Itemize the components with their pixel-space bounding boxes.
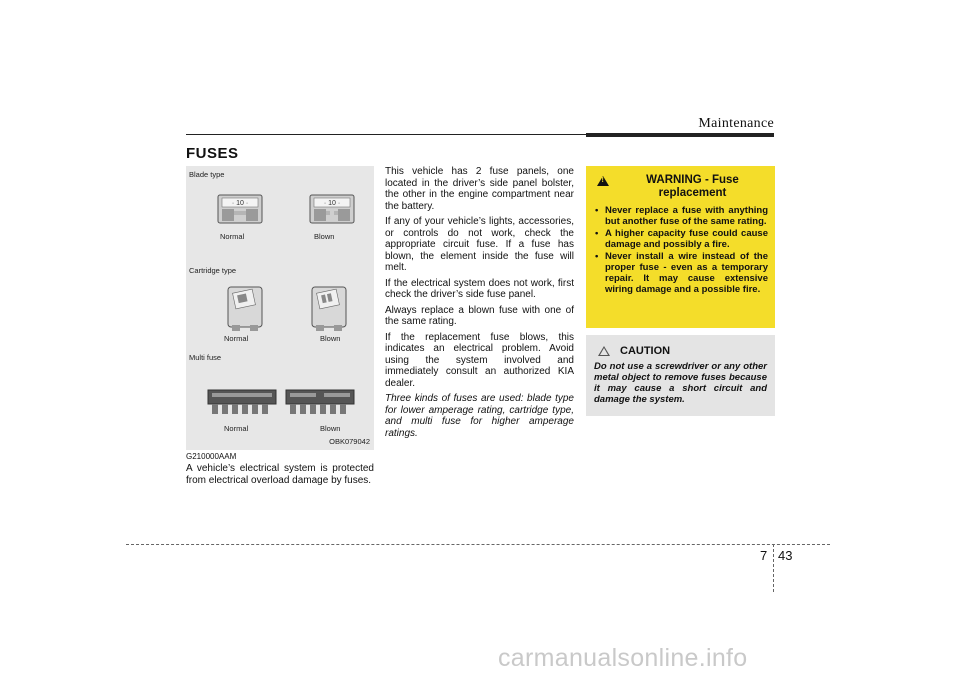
svg-text:· 10 ·: · 10 · [231, 200, 249, 207]
paragraph: Three kinds of fuses are used: blade type for lower amperage rating, cartridge type, and multi fuse for higher amperage ratings. [385, 393, 574, 439]
fuse-figure [186, 166, 374, 450]
multi-fuse-normal-image [206, 386, 278, 418]
blade-normal-label: Normal [220, 232, 245, 241]
watermark: carmanualsonline.info [498, 644, 748, 672]
multi-normal-label: Normal [224, 424, 249, 433]
page-number: 43 [778, 548, 793, 563]
warning-box [586, 166, 775, 328]
paragraph: If any of your vehicle’s lights, accessories, or controls do not work, check the appropriate circuit fuse. If a fuse has blown, the element inside the fuse will melt. [385, 216, 574, 273]
caution-icon [598, 346, 610, 356]
multi-fuse-blown-image [284, 386, 356, 418]
cartridge-fuse-normal-image [224, 281, 266, 333]
multi-fuse-label: Multi fuse [189, 353, 222, 362]
svg-text:· 10 ·: · 10 · [323, 200, 341, 207]
warning-title [593, 174, 768, 200]
cartridge-fuse-blown-image [308, 281, 350, 333]
cartridge-blown-label: Blown [320, 334, 341, 343]
caution-text: Do not use a screwdriver or any other metal object to remove fuses because it may cause a short circuit and damage the system. [594, 361, 767, 405]
blade-blown-label: Blown [314, 232, 335, 241]
section-title: Maintenance [698, 116, 774, 131]
figure-code: OBK079042 [329, 437, 370, 446]
blade-type-label: Blade type [189, 170, 225, 179]
paragraph: If the replacement fuse blows, this indicates an electrical problem. Avoid using the system involved and immediately consult an authorized KIA dealer. [385, 331, 574, 389]
warning-list [593, 205, 768, 295]
blade-fuse-blown-image [306, 193, 358, 225]
caution-box [586, 335, 775, 416]
list-item: • A higher capacity fuse could cause damage and possibly a fire. [593, 228, 768, 250]
list-item: • Never install a wire instead of the proper fuse - even as a temporary repair. It may cause extensive wiring damage and a possible fire. [593, 251, 768, 295]
body-column [385, 166, 574, 443]
warning-icon [597, 176, 609, 186]
paragraph: If the electrical system does not work, first check the driver’s side fuse panel. [385, 277, 574, 300]
cartridge-type-label: Cartridge type [189, 266, 237, 275]
paragraph: This vehicle has 2 fuse panels, one located in the driver’s side panel bolster, the other in the engine compartment near the battery. [385, 166, 574, 212]
caution-title-text: CAUTION [620, 345, 671, 357]
paragraph: Always replace a blown fuse with one of the same rating. [385, 304, 574, 327]
page-heading: FUSES [186, 145, 239, 162]
chapter-number: 7 [760, 548, 768, 563]
warning-title-text: WARNING - Fuse replacement [646, 174, 739, 199]
intro-paragraph: A vehicle’s electrical system is protected from electrical overload damage by fuses. [186, 463, 374, 486]
footer-vertical-divider [773, 544, 774, 592]
section-code: G210000AAM [186, 452, 237, 461]
cartridge-normal-label: Normal [224, 334, 249, 343]
footer-divider [126, 544, 830, 545]
multi-blown-label: Blown [320, 424, 341, 433]
caution-title [594, 345, 767, 357]
list-item: • Never replace a fuse with anything but another fuse of the same rating. [593, 205, 768, 227]
blade-fuse-normal-image [214, 193, 266, 225]
header-rule-accent [586, 133, 774, 137]
